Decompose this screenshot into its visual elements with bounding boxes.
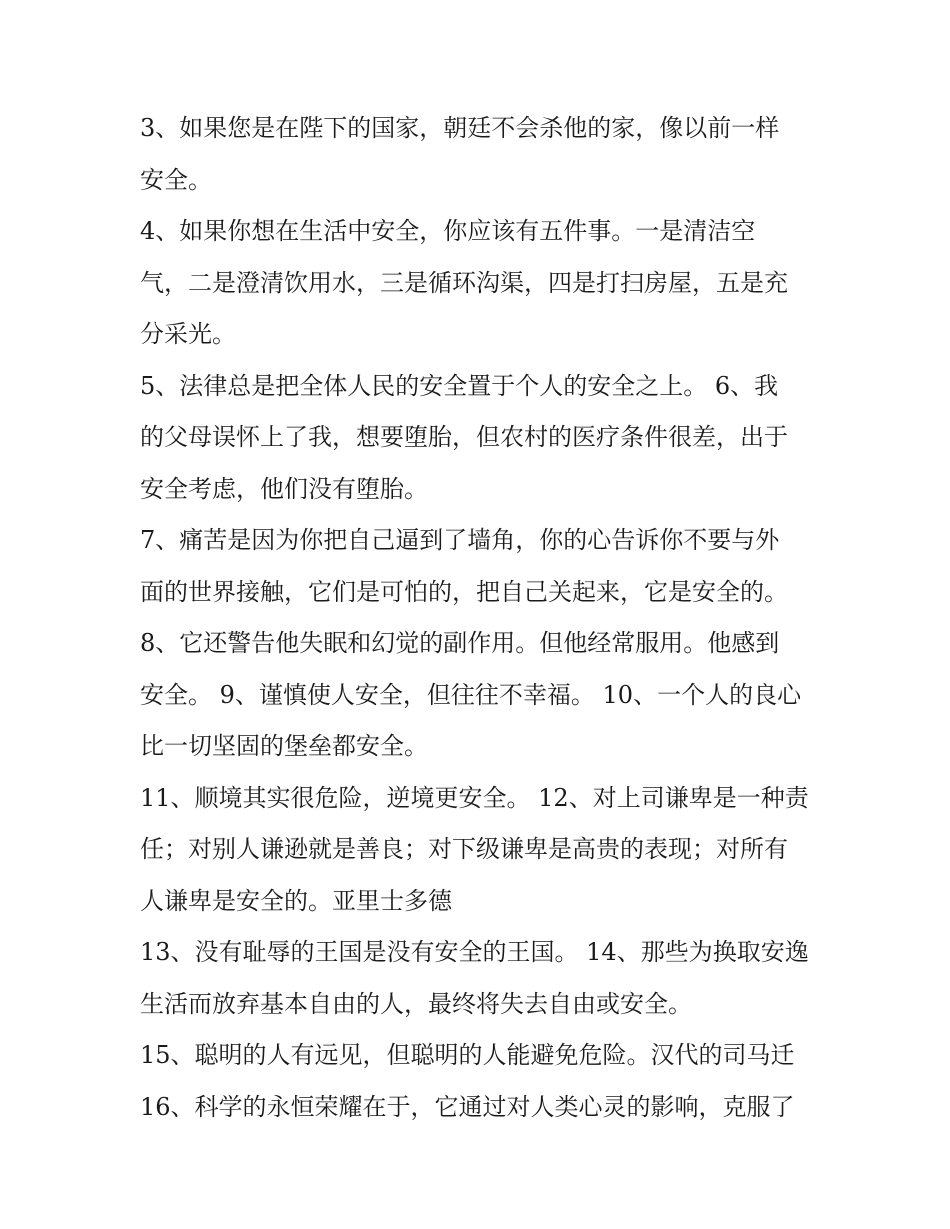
text-line: 安全。 9、谨慎使人安全，但往往不幸福。 10、一个人的良心 [140,680,802,709]
text-line: 16、科学的永恒荣耀在于，它通过对人类心灵的影响，克服了 [140,1092,795,1121]
text-line: 生活而放弃基本自由的人，最终将失去自由或安全。 [140,989,692,1018]
text-line: 5、法律总是把全体人民的安全置于个人的安全之上。 6、我 [140,371,779,400]
text-line: 的父母误怀上了我，想要堕胎，但农村的医疗条件很差，出于 [140,423,788,451]
text-line: 任；对别人谦逊就是善良；对下级谦卑是高贵的表现；对所有 [140,835,788,863]
text-line: 安全。 [140,165,212,194]
text-line: 11、顺境其实很危险，逆境更安全。 12、对上司谦卑是一种责 [140,783,809,812]
text-line: 4、如果你想在生活中安全，你应该有五件事。一是清洁空 [140,217,756,245]
text-line: 人谦卑是安全的。亚里士多德 [140,886,452,915]
text-line: 比一切坚固的堡垒都安全。 [140,732,428,760]
text-line: 分采光。 [140,320,236,348]
text-line: 15、聪明的人有远见，但聪明的人能避免危险。汉代的司马迁 [140,1041,795,1069]
text-line: 3、如果您是在陛下的国家，朝廷不会杀他的家，像以前一样 [140,114,780,142]
text-line: 气，二是澄清饮用水，三是循环沟渠，四是打扫房屋，五是充 [140,268,788,297]
text-line: 面的世界接触，它们是可怕的，把自己关起来，它是安全的。 [140,577,788,606]
text-line: 安全考虑，他们没有堕胎。 [140,474,428,503]
document-body [140,103,820,1133]
text-line: 8、它还警告他失眠和幻觉的副作用。但他经常服用。他感到 [140,629,780,657]
text-line: 7、痛苦是因为你把自己逼到了墙角，你的心告诉你不要与外 [140,526,780,554]
text-line: 13、没有耻辱的王国是没有安全的王国。 14、那些为换取安逸 [140,938,809,966]
